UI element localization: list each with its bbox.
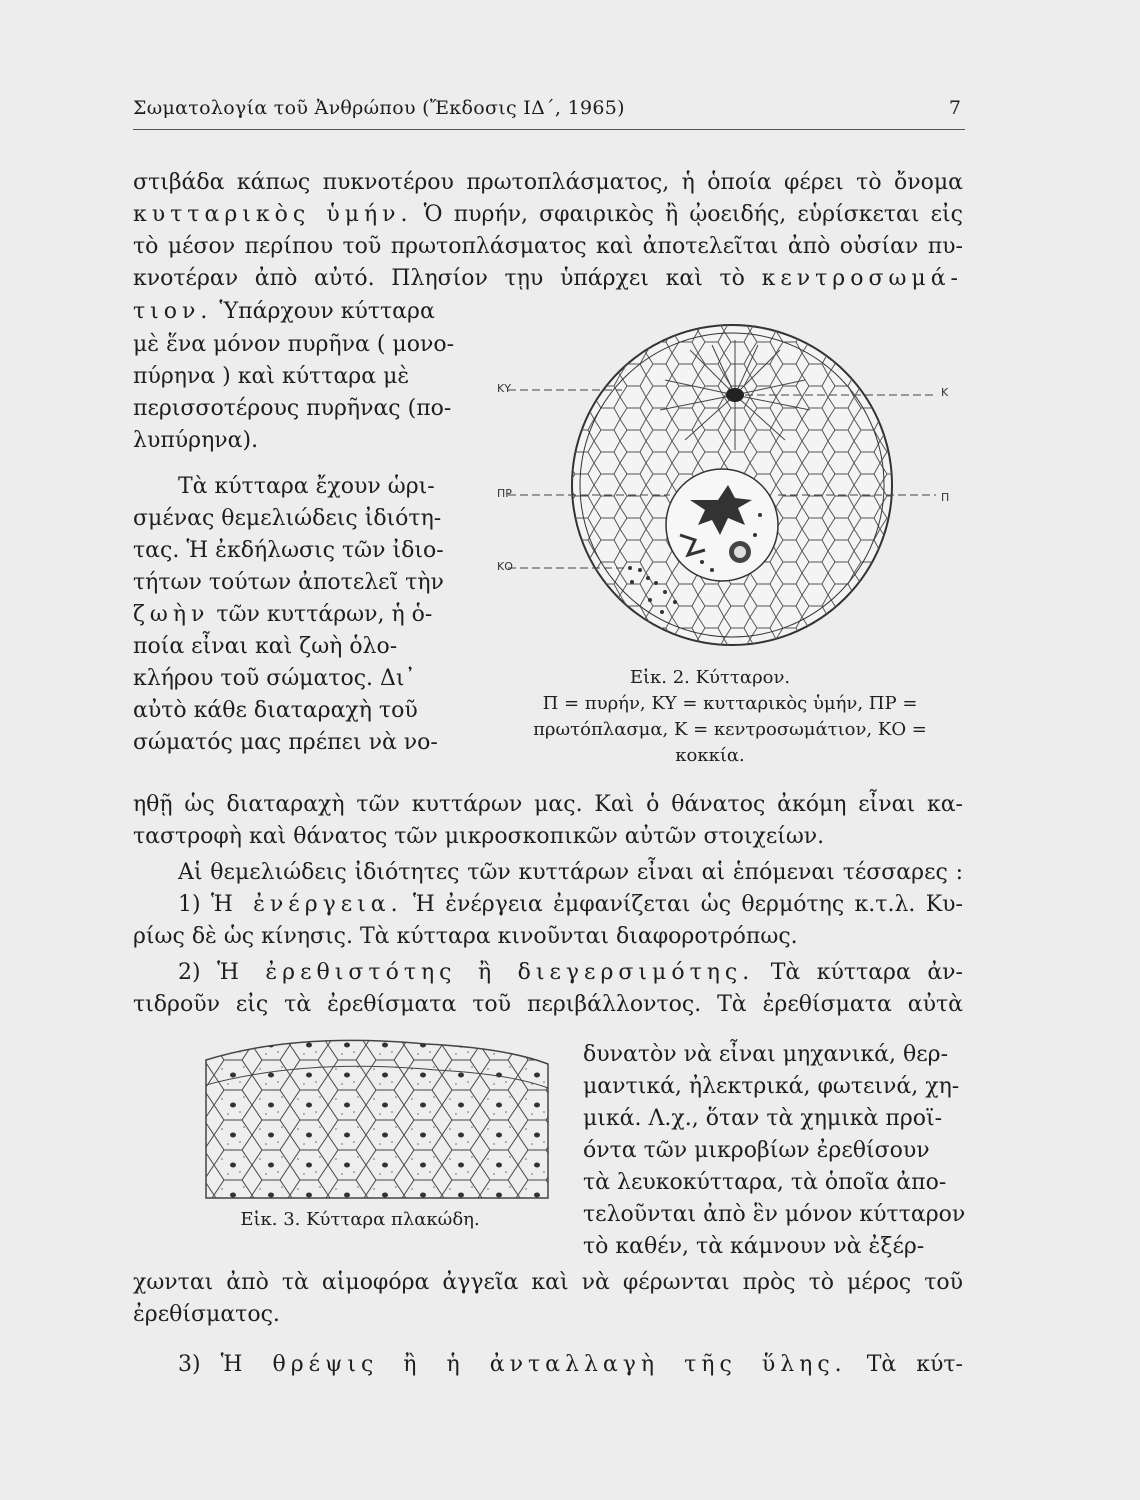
text-line: κυτταρικὸς ὑμήν. Ὁ πυρήν, σφαιρικὸς ἢ ᾠοειδής, εὑρίσκεται εἰς xyxy=(133,202,963,227)
figure2-caption-line2: πρωτόπλασμα, Κ = κεντροσωμάτιον, ΚΟ = xyxy=(533,719,927,740)
running-header xyxy=(133,95,965,130)
text-line: τὸ καθέν, τὰ κάμνουν νὰ ἐξέρ- xyxy=(583,1234,925,1259)
text-line: 3) Ἡ θρέψις ἢ ἡ ἀνταλλαγὴ τῆς ὕλης. Τὰ κύτ- xyxy=(178,1352,963,1377)
text-line: μὲ ἕνα μόνον πυρῆνα ( μονο- xyxy=(133,332,454,357)
text-line: όντα τῶν μικροβίων ἐρεθίσουν xyxy=(583,1138,930,1163)
label-p: Π xyxy=(941,491,950,504)
text-line: 2) Ἡ ἐρεθιστότης ἢ διεγερσιμότης. Τὰ κύτταρα ἀν- xyxy=(178,960,963,985)
text-line: περισσοτέρους πυρῆνας (πο- xyxy=(133,396,452,421)
text-line: σμένας θεμελιώδεις ἰδιότη- xyxy=(133,506,442,531)
label-ko: ΚΟ xyxy=(497,560,513,573)
header-title: Σωματολογία τοῦ Ἀνθρώπου (Ἔκδοσις ΙΔ΄, 1965) xyxy=(133,97,625,119)
text-line: ποία εἶναι καὶ ζωὴ ὁλο- xyxy=(133,634,398,659)
label-k: Κ xyxy=(941,386,949,399)
cell-diagram xyxy=(490,320,960,650)
term-centrosome: κεντροσωμά- xyxy=(761,266,963,291)
label-pr: ΠΡ xyxy=(497,487,512,500)
text-line: πύρηνα ) καὶ κύτταρα μὲ xyxy=(133,364,410,389)
text-line: μικά. Λ.χ., ὅταν τὰ χημικὰ προϊ- xyxy=(583,1106,943,1131)
text-line: τιδροῦν εἰς τὰ ἐρεθίσματα τοῦ περιβάλλοντος. Τὰ ἐρεθίσματα αὐτὰ xyxy=(133,992,963,1017)
text-line: ηθῇ ὡς διαταραχὴ τῶν κυττάρων μας. Καὶ ὁ θάνατος ἀκόμη εἶναι κα- xyxy=(133,792,963,817)
label-ky: ΚΥ xyxy=(497,382,511,395)
text-line: ζωὴν τῶν κυττάρων, ἡ ὁ- xyxy=(133,602,433,627)
term-energy: Ἡ ἐνέργεια. xyxy=(210,892,403,917)
text-line: κνοτέραν ἀπὸ αὐτό. Πλησίον τῃυ ὑπάρχει καὶ τὸ κεντροσωμά- xyxy=(133,266,963,291)
text-line: τὰ λευκοκύτταρα, τὰ ὁποῖα ἀπο- xyxy=(583,1170,947,1195)
nucleus xyxy=(666,469,778,581)
figure3-caption: Εἰκ. 3. Κύτταρα πλακώδη. xyxy=(240,1209,480,1230)
text-line: τὸ μέσον περίπου τοῦ πρωτοπλάσματος καὶ ἀποτελεῖται ἀπὸ οὐσίαν πυ- xyxy=(133,234,963,259)
figure2-caption-line1: Π = πυρήν, ΚΥ = κυτταρικὸς ὑμήν, ΠΡ = xyxy=(542,693,918,714)
text-line: τιον. Ὑπάρχουν κύτταρα xyxy=(133,299,435,324)
figure2-caption-line3: κοκκία. xyxy=(675,745,745,766)
text-line: σώματός μας πρέπει νὰ νο- xyxy=(133,730,438,755)
term-irritability: Ἡ ἐρεθιστότης ἢ διεγερσιμότης. xyxy=(217,960,755,985)
page-number: 7 xyxy=(948,97,961,119)
text-line: κλήρου τοῦ σώματος. Δι᾽ xyxy=(133,666,416,691)
text-line: Τὰ κύτταρα ἔχουν ὡρι- xyxy=(178,474,435,499)
term-cell-membrane: κυτταρικὸς ὑμήν. xyxy=(133,202,413,227)
text-line: τελοῦνται ἀπὸ ἓν μόνον κύτταρον xyxy=(583,1202,966,1227)
text-line: ταστροφὴ καὶ θάνατος τῶν μικροσκοπικῶν αὐτῶν στοιχείων. xyxy=(133,824,825,849)
term-life: ζωὴν xyxy=(133,602,210,627)
text-line: αὐτὸ κάθε διαταραχὴ τοῦ xyxy=(133,698,418,723)
text-line: δυνατὸν νὰ εἶναι μηχανικά, θερ- xyxy=(583,1042,948,1067)
text-line: ρίως δὲ ὡς κίνησις. Τὰ κύτταρα κινοῦνται διαφοροτρόπως. xyxy=(133,924,798,949)
text-line: χωνται ἀπὸ τὰ αἱμοφόρα ἀγγεῖα καὶ νὰ φέρωνται πρὸς τὸ μέρος τοῦ xyxy=(133,1270,963,1295)
figure2-caption-title: Εἰκ. 2. Κύτταρον. xyxy=(629,667,791,688)
text-line: τήτων τούτων ἀποτελεῖ τὴν xyxy=(133,570,444,595)
text-line: στιβάδα κάπως πυκνοτέρου πρωτοπλάσματος, ἡ ὁποία φέρει τὸ ὄνομα xyxy=(133,170,963,195)
text-line: 1) Ἡ ἐνέργεια. Ἡ ἐνέργεια ἐμφανίζεται ὡς θερμότης κ.τ.λ. Κυ- xyxy=(178,892,963,917)
text-line: ἐρεθίσματος. xyxy=(133,1302,280,1327)
text-line: μαντικά, ἠλεκτρικά, φωτεινά, χη- xyxy=(583,1074,960,1099)
squamous-cells-figure xyxy=(176,1030,556,1200)
text-line: Αἱ θεμελιώδεις ἰδιότητες τῶν κυττάρων εἶναι αἱ ἑπόμεναι τέσσαρες : xyxy=(178,860,963,885)
term-nutrition: Ἡ θρέψις ἢ ἡ ἀνταλλαγὴ τῆς ὕλης. xyxy=(220,1352,847,1377)
text-line: λυπύρηνα). xyxy=(133,428,259,453)
text-line: τας. Ἡ ἐκδήλωσις τῶν ἰδιο- xyxy=(133,538,444,563)
